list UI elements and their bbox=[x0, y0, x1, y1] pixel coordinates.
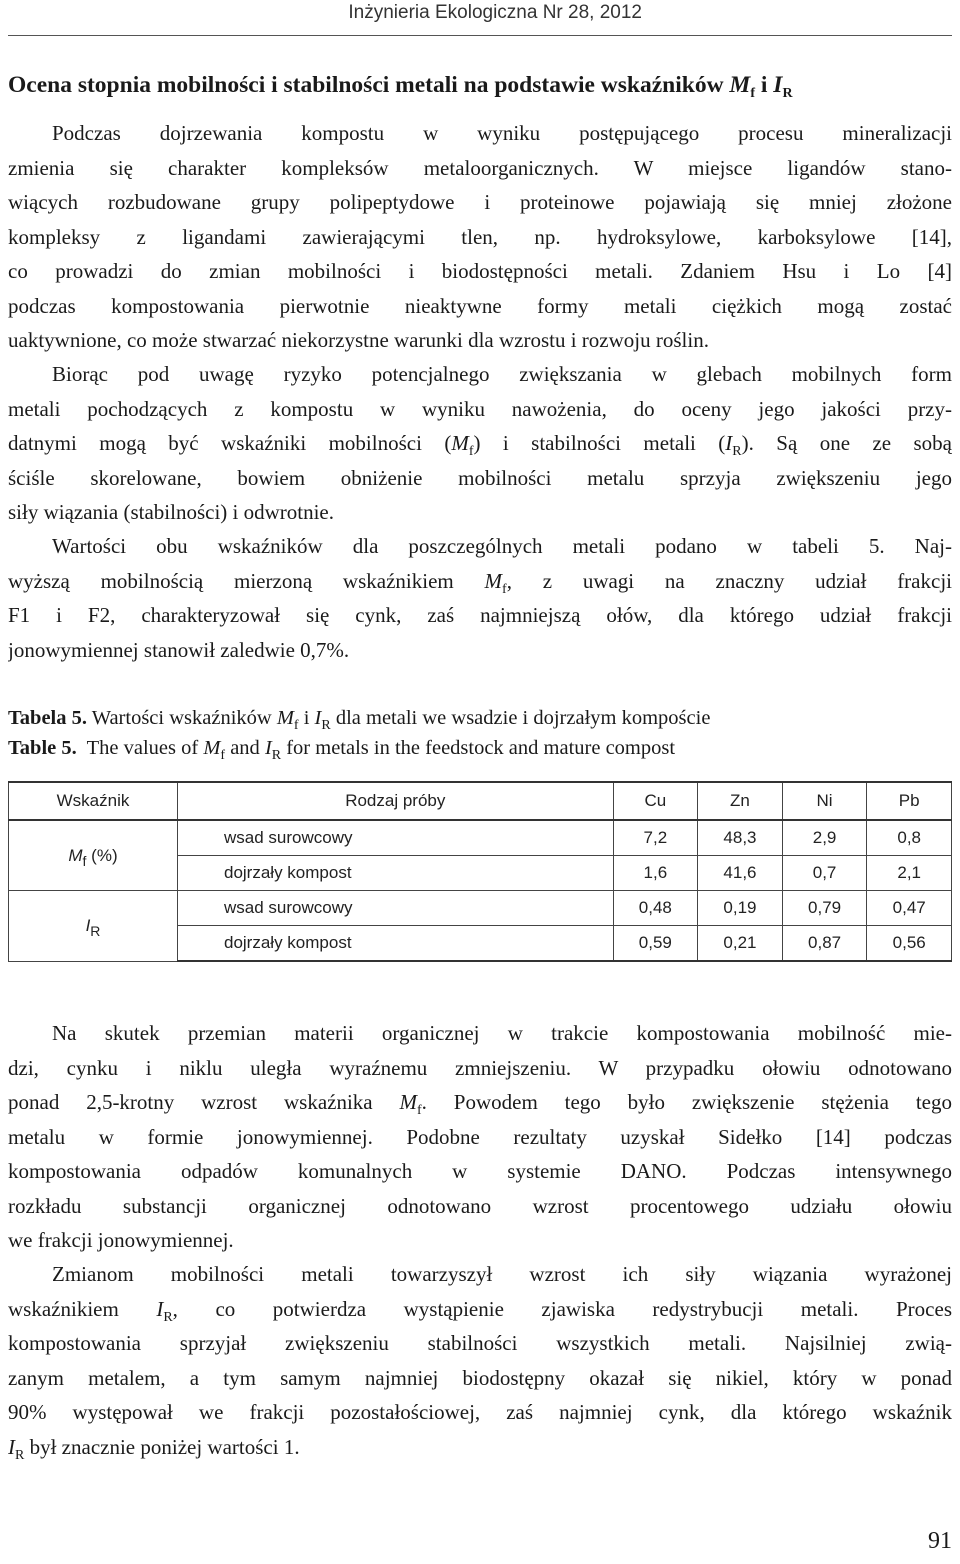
value-zn: 0,19 bbox=[698, 891, 783, 926]
running-head: Inżynieria Ekologiczna Nr 28, 2012 bbox=[348, 2, 642, 23]
table-row bbox=[9, 891, 952, 926]
value-cu: 0,59 bbox=[613, 926, 698, 962]
page-number: 91 bbox=[928, 1528, 952, 1554]
header-rule bbox=[8, 35, 952, 36]
value-cu: 7,2 bbox=[613, 820, 698, 856]
value-pb: 0,47 bbox=[867, 891, 952, 926]
header-zn: Zn bbox=[698, 782, 783, 820]
value-pb: 0,56 bbox=[867, 926, 952, 962]
value-zn: 0,21 bbox=[698, 926, 783, 962]
value-pb: 2,1 bbox=[867, 856, 952, 891]
value-zn: 48,3 bbox=[698, 820, 783, 856]
value-ni: 2,9 bbox=[782, 820, 867, 856]
value-cu: 1,6 bbox=[613, 856, 698, 891]
indicator-table bbox=[8, 781, 952, 962]
header-indicator: Wskaźnik bbox=[9, 782, 178, 820]
header-pb: Pb bbox=[867, 782, 952, 820]
value-pb: 0,8 bbox=[867, 820, 952, 856]
paragraph-3: Wartości obu wskaźników dla poszczególnych metali podano w tabeli 5. Naj- wyższą mobilnością mierzoną wskaźnikiem $M_f$, z uwagi na znaczny udział frakcji F1 i F2, charakteryzował się cynk, zaś najmniejszą ołów, dla którego udział frakcji jonowymiennej stanowił zaledwie 0,7%. bbox=[8, 534, 952, 662]
value-ni: 0,87 bbox=[782, 926, 867, 962]
paragraph-2: Biorąc pod uwagę ryzyko potencjalnego zwiększania w glebach mobilnych form metali pochodzących z kompostu w wyniku nawożenia, do oceny jego jakości przy- datnymi mogą być wskaźniki mobilności $(M_f)$ i stabilności metali $(I_R)$. Są one ze sobą ściśle skorelowane, bowiem obniżenie mobilności metalu sprzyja zwiększeniu jego siły wiązania (stabilności) i odwrotnie. bbox=[8, 362, 952, 524]
header-sample-type: Rodzaj próby bbox=[178, 782, 614, 820]
paragraph-1: Podczas dojrzewania kompostu w wyniku postępującego procesu mineralizacji zmienia się charakter kompleksów metaloorganicznych. W miejsce ligandów stano- wiących rozbudowane grupy polipeptydowe i proteinowe pojawiają się mniej złożone kompleksy z ligandami zawierającymi tlen, np. hydroksylowe, karboksylowe [14], co prowadzi do zmian mobilności i biodostępności metali. Zdaniem Hsu i Lo [4] podczas kompostowania pierwotnie nieaktywne formy metali ciężkich mogą zostać uaktywnione, co może stwarzać niekorzystne warunki dla wzrostu i rozwoju roślin. bbox=[8, 121, 952, 352]
table-caption-en: Table 5. The values of $M_f$ and $I_R$ for metals in the feedstock and mature compost bbox=[8, 737, 676, 763]
value-cu: 0,48 bbox=[613, 891, 698, 926]
sample-type-cell: dojrzały kompost bbox=[178, 856, 614, 891]
table-caption-pl: Tabela 5. Wartości wskaźników $M_f$ i $I_R$ dla metali we wsadzie i dojrzałym kompoście bbox=[8, 707, 711, 733]
indicator-mf-cell: $M_f$ (%) bbox=[9, 820, 178, 891]
table-row bbox=[9, 820, 952, 856]
header-cu: Cu bbox=[613, 782, 698, 820]
header-ni: Ni bbox=[782, 782, 867, 820]
sample-type-cell: wsad surowcowy bbox=[178, 820, 614, 856]
sample-type-cell: wsad surowcowy bbox=[178, 891, 614, 926]
paragraph-4: Na skutek przemian materii organicznej w trakcie kompostowania mobilność mie- dzi, cynku i niklu uległa wyraźnemu zmniejszeniu. W przypadku ołowiu odnotowano ponad 2,5-krotny wzrost wskaźnika $M_f$. Powodem tego było zwiększenie stężenia tego metalu w formie jonowymiennej. Podobne rezultaty uzyskał Sidełko [14] podczas kompostowania odpadów komunalnych w systemie DANO. Podczas intensywnego rozkładu substancji organicznej odnotowano wzrost procentowego udziału ołowiu we frakcji jonowymiennej. bbox=[8, 1021, 952, 1252]
section-title: Ocena stopnia mobilności i stabilności metali na podstawie wskaźników $M_f$ i $I_R$ bbox=[8, 72, 793, 101]
table-header-row bbox=[9, 782, 952, 820]
value-ni: 0,7 bbox=[782, 856, 867, 891]
paragraph-5: Zmianom mobilności metali towarzyszył wzrost ich siły wiązania wyrażonej wskaźnikiem $I_R$, co potwierdza wystąpienie zjawiska redystrybucji metali. Proces kompostowania sprzyjał zwiększeniu stabilności wszystkich metali. Najsilniej zwią- zanym metalem, a tym samym najmniej biodostępny okazał się nikiel, który w ponad 90% występował we frakcji pozostałościowej, zaś najmniej cynk, dla którego wskaźnik $I_R$ był znacznie poniżej wartości 1. bbox=[8, 1262, 952, 1463]
indicator-ir-cell: $I_R$ bbox=[9, 891, 178, 962]
value-zn: 41,6 bbox=[698, 856, 783, 891]
sample-type-cell: dojrzały kompost bbox=[178, 926, 614, 962]
value-ni: 0,79 bbox=[782, 891, 867, 926]
